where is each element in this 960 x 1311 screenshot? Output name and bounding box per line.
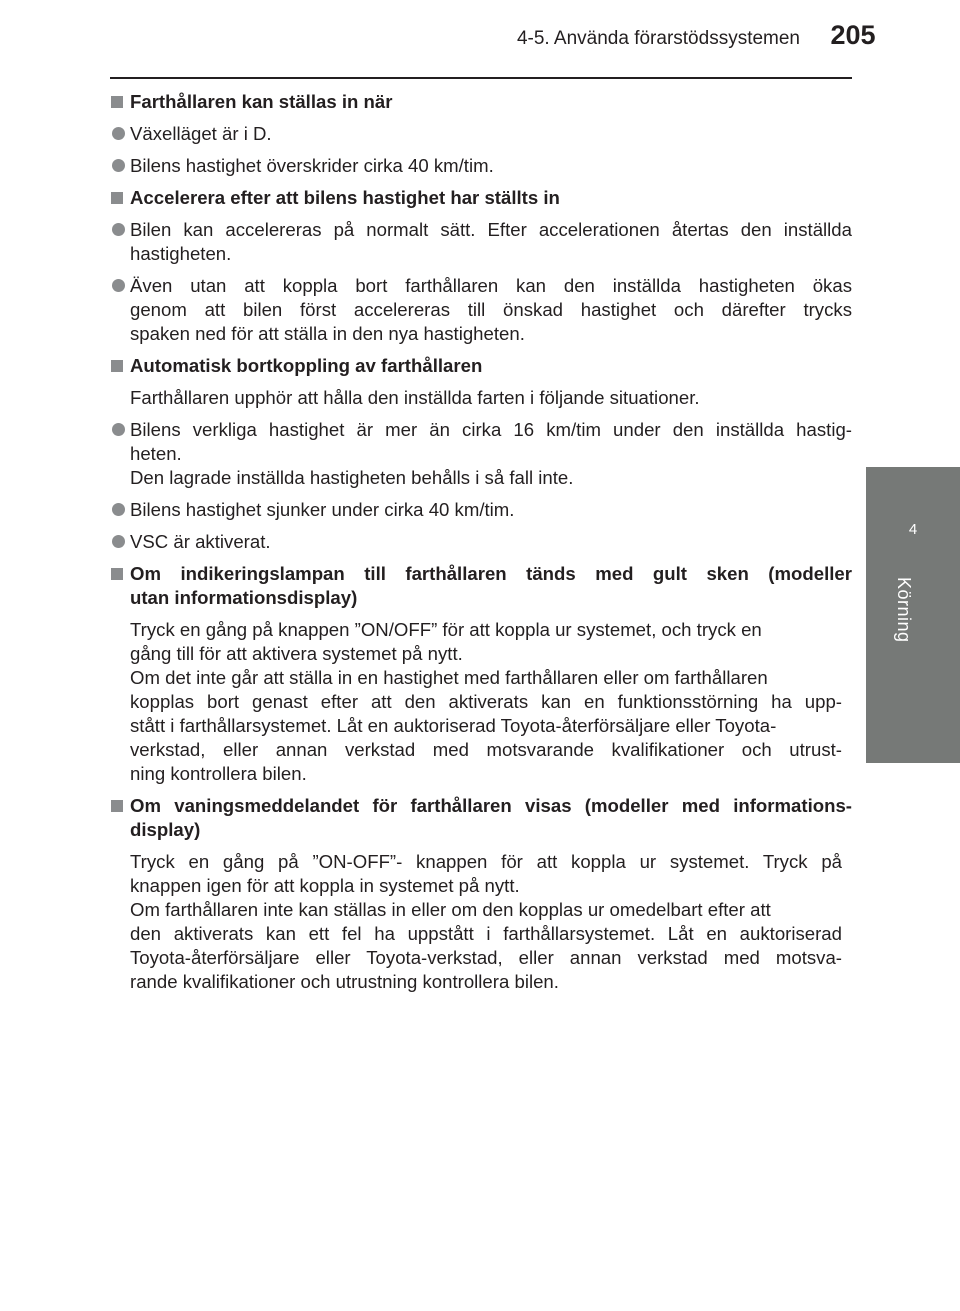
section-heading [110, 562, 852, 610]
paragraph-text: ning kontrollera bilen. [130, 763, 307, 784]
list-item [110, 122, 852, 146]
heading-text: Accelerera efter att bilens hastighet har ställts in [130, 187, 560, 208]
list-item [110, 218, 852, 266]
list-item-text: spaken ned för att ställa in den nya hastigheten. [130, 323, 525, 344]
list-item-text: hastigheten. [130, 243, 232, 264]
paragraph-text: den aktiverats kan ett fel ha uppstått i farthållarsystemet. Låt en auktoriserad [130, 923, 842, 944]
paragraph-text: knappen igen för att koppla in systemet på nytt. [130, 875, 520, 896]
paragraph-text: Tryck en gång på ”ON-OFF”- knappen för att koppla ur systemet. Tryck på [130, 851, 842, 872]
paragraph [110, 618, 842, 786]
square-bullet-icon [111, 568, 123, 580]
list-item-text: genom att bilen först accelereras till önskad hastighet och därefter trycks [130, 299, 852, 320]
circle-bullet-icon [112, 423, 125, 436]
list-item-text: Växelläget är i D. [130, 123, 272, 144]
paragraph-text: rande kvalifikationer och utrustning kontrollera bilen. [130, 971, 559, 992]
list-item-text: Bilen kan accelereras på normalt sätt. Efter accelerationen återtas den inställda [130, 219, 852, 240]
heading-text: Om indikeringslampan till farthållaren tänds med gult sken (modeller [130, 563, 852, 584]
heading-text: Om vaningsmeddelandet för farthållaren visas (modeller med informations- [130, 795, 852, 816]
page-number: 205 [830, 20, 876, 50]
heading-text: Farthållaren kan ställas in när [130, 91, 393, 112]
section-heading [110, 186, 852, 210]
chapter-tab [866, 467, 960, 763]
list-item-text: Även utan att koppla bort farthållaren kan den inställda hastigheten ökas [130, 275, 852, 296]
paragraph-text: Farthållaren upphör att hålla den inställda farten i följande situationer. [130, 387, 700, 408]
list-item-text: Bilens verkliga hastighet är mer än cirka 16 km/tim under den inställda hastig- [130, 419, 852, 440]
heading-text: utan informationsdisplay) [130, 587, 358, 608]
paragraph [110, 850, 842, 994]
list-item [110, 154, 852, 178]
list-item [110, 530, 852, 554]
header-divider [110, 77, 852, 79]
section-title: 4-5. Använda förarstödssystemen [516, 28, 800, 49]
heading-text: display) [130, 819, 201, 840]
list-item-text: VSC är aktiverat. [130, 531, 271, 552]
circle-bullet-icon [112, 127, 125, 140]
heading-text: Automatisk bortkoppling av farthållaren [130, 355, 483, 376]
circle-bullet-icon [112, 223, 125, 236]
square-bullet-icon [111, 192, 123, 204]
section-heading [110, 794, 852, 842]
list-item [110, 498, 852, 522]
square-bullet-icon [111, 96, 123, 108]
square-bullet-icon [111, 800, 123, 812]
paragraph-text: stått i farthållarsystemet. Låt en auktoriserad Toyota-återförsäljare eller Toyota- [130, 715, 777, 736]
chapter-number: 4 [908, 521, 918, 538]
list-item-text: heten. [130, 443, 182, 464]
section-heading [110, 354, 852, 378]
list-item-text: Den lagrade inställda hastigheten behålls i så fall inte. [130, 467, 574, 488]
circle-bullet-icon [112, 279, 125, 292]
section-heading [110, 90, 852, 114]
circle-bullet-icon [112, 503, 125, 516]
circle-bullet-icon [112, 159, 125, 172]
list-item [110, 418, 852, 490]
paragraph-text: Om farthållaren inte kan ställas in eller om den kopplas ur omedelbart efter att [130, 899, 771, 920]
paragraph-text: kopplas bort genast efter att den aktiverats kan en funktionsstörning ha upp- [130, 691, 842, 712]
paragraph-text: gång till för att aktivera systemet på nytt. [130, 643, 463, 664]
list-item [110, 274, 852, 346]
paragraph-text: Om det inte går att ställa in en hastighet med farthållaren eller om farthållaren [130, 667, 768, 688]
page-content [110, 90, 852, 1002]
paragraph [110, 386, 852, 410]
square-bullet-icon [111, 360, 123, 372]
paragraph-text: verkstad, eller annan verkstad med motsvarande kvalifikationer och utrust- [130, 739, 842, 760]
paragraph-text: Toyota-återförsäljare eller Toyota-verkstad, eller annan verkstad med motsva- [130, 947, 842, 968]
list-item-text: Bilens hastighet sjunker under cirka 40 km/tim. [130, 499, 515, 520]
circle-bullet-icon [112, 535, 125, 548]
paragraph-text: Tryck en gång på knappen ”ON/OFF” för att koppla ur systemet, och tryck en [130, 619, 762, 640]
chapter-label: Körning [894, 577, 914, 643]
list-item-text: Bilens hastighet överskrider cirka 40 km/tim. [130, 155, 494, 176]
